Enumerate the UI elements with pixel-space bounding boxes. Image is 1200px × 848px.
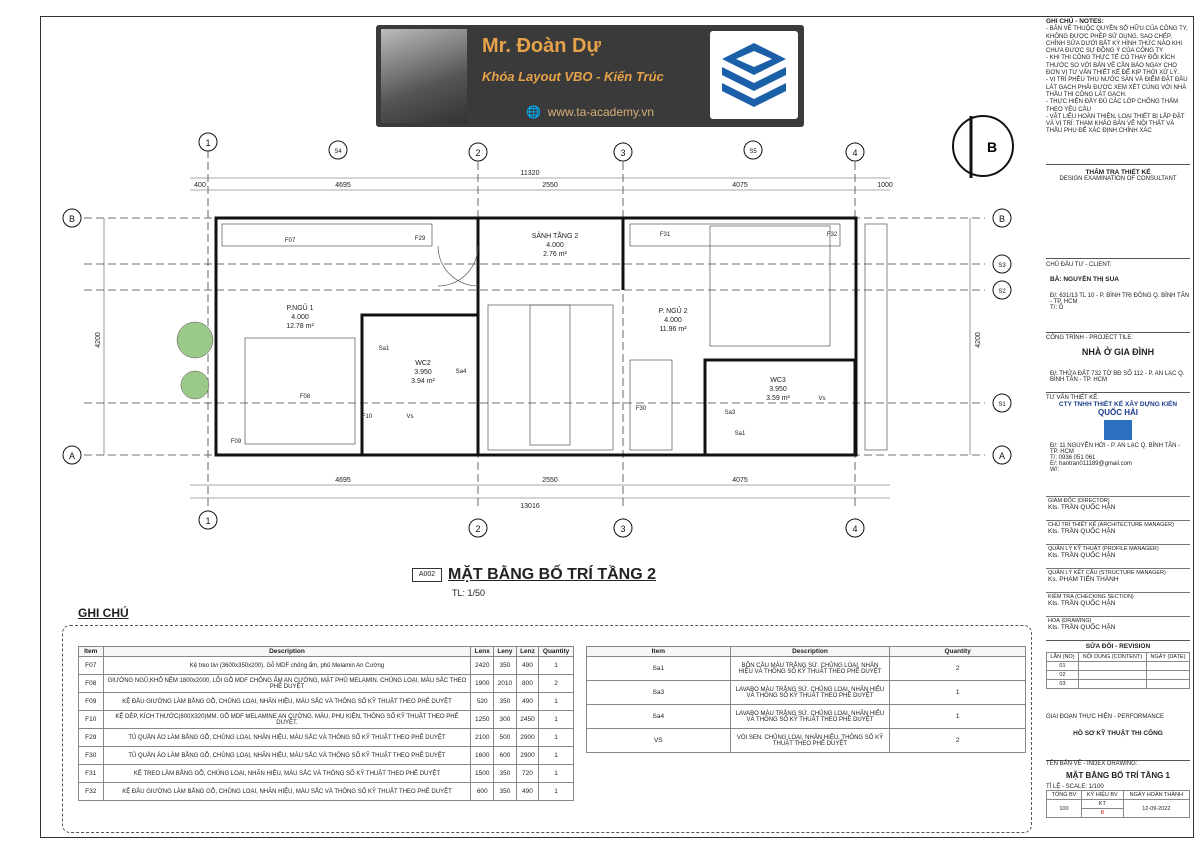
- role-title: CHỦ TRÌ THIẾT KẾ (ARCHITECTURE MANAGER): [1048, 522, 1174, 528]
- role-entry: [1046, 544, 1190, 568]
- room-label: [532, 230, 579, 258]
- table-cell: 2: [539, 675, 574, 693]
- sheet-number: 8: [1081, 809, 1123, 818]
- table-cell: KỆ TREO LÀM BẰNG GỖ, CHỦNG LOẠI, NHÃN HIỆU, MÀU SẮC VÀ THÔNG SỐ KỸ THUẬT THEO PHÊ DUYỆT: [103, 765, 471, 783]
- column-header: Item: [79, 647, 104, 657]
- svg-text:3.94 m²: 3.94 m²: [411, 378, 435, 385]
- table-cell: 490: [516, 657, 538, 675]
- table-row: [79, 657, 574, 675]
- furniture-tag: F07: [284, 238, 296, 244]
- dimension: 4075: [732, 477, 748, 484]
- column-header: Leny: [494, 647, 517, 657]
- section-marker: S3: [998, 263, 1006, 269]
- dimension: 4200: [95, 332, 102, 348]
- svg-text:WC3: WC3: [770, 377, 786, 384]
- project-address: Đ/: THỬA ĐẤT 732 TỜ BĐ SỐ 112 - P. AN LẠC Q. BÌNH TÂN - TP. HCM: [1050, 371, 1185, 383]
- dimension: 4695: [335, 182, 351, 189]
- svg-text:SẢNH TẦNG 2: SẢNH TẦNG 2: [531, 233, 579, 240]
- axis-label: 4: [852, 148, 858, 158]
- revision-block: [1046, 640, 1190, 689]
- svg-text:4.000: 4.000: [664, 317, 682, 324]
- role-person: Kts. TRẦN QUỐC HẬN: [1048, 624, 1116, 631]
- axis-label: 1: [205, 516, 211, 526]
- table-cell: F07: [79, 657, 104, 675]
- table-cell: 490: [516, 783, 538, 801]
- consultant-address: Đ/: 11 NGUYỄN HỚI - P. AN LẠC Q. BÌNH TÂN - TP. HCM: [1050, 443, 1181, 455]
- role-person: Ks. PHẠM TIẾN THÀNH: [1048, 576, 1119, 583]
- sanitary-schedule-table: [586, 646, 1026, 753]
- client-phone: T/: Ô: [1050, 305, 1064, 311]
- svg-text:11.96 m²: 11.96 m²: [659, 326, 687, 333]
- table-cell: 2900: [516, 747, 538, 765]
- dimension: 4695: [335, 477, 351, 484]
- consultant-block: [1046, 392, 1190, 473]
- sheet-info-table: [1046, 790, 1190, 818]
- table-cell: BỒN CẦU MÀU TRẮNG SỨ. CHỦNG LOẠI, NHÃN HIỆU VÀ THÔNG SỐ KỸ THUẬT THEO PHÊ DUYỆT: [730, 657, 890, 681]
- table-cell: Kệ treo tivi (3600x350x200). Gỗ MDF chống ẩm, phủ Melamin An Cường: [103, 657, 471, 675]
- table-cell: 2010: [494, 675, 517, 693]
- column-header: Item: [587, 647, 731, 657]
- column-header: Quantity: [890, 647, 1026, 657]
- table-cell: LAVABO MÀU TRẮNG SỨ. CHỦNG LOẠI, NHÃN HIỆU VÀ THÔNG SỐ KỸ THUẬT THEO PHÊ DUYỆT: [730, 705, 890, 729]
- svg-text:3.59 m²: 3.59 m²: [766, 395, 790, 402]
- table-cell: 2: [890, 657, 1026, 681]
- fixture-tag: Sa3: [724, 410, 736, 416]
- axis-label: B: [998, 214, 1006, 224]
- notes-title: GHI CHÚ - NOTES:: [1046, 18, 1104, 25]
- table-row: [79, 765, 574, 783]
- section-marker: S1: [998, 402, 1006, 408]
- furniture-schedule-table: [78, 646, 574, 801]
- role-title: QUẢN LÝ KẾT CẤU (STRUCTURE MANAGER): [1048, 570, 1166, 576]
- axis-label: 2: [475, 148, 481, 158]
- table-cell: 1250: [471, 711, 494, 729]
- room-label: [286, 303, 314, 330]
- table-cell: F09: [79, 693, 104, 711]
- table-cell: KỆ DÉP, KÍCH THƯỚC(800X320)MM. GỖ MDF MELAMINE AN CƯỜNG. MÀU, PHỤ KIỆN, THÔNG SỐ KỸ THUẬT THEO PHÊ DUYỆT.: [103, 711, 471, 729]
- academy-logo: [710, 31, 798, 119]
- table-cell: 350: [494, 657, 517, 675]
- sheet-total: 100: [1047, 800, 1082, 818]
- sheet-info-header: TỔNG BV: [1047, 791, 1082, 800]
- role-title: GIÁM ĐỐC (DIRECTOR): [1048, 498, 1110, 504]
- room-label: [658, 306, 687, 333]
- client-name: BÀ: NGUYỄN THỊ SUA: [1050, 276, 1119, 283]
- index-label: TÊN BẢN VẼ - INDEX DRAWING:: [1046, 761, 1138, 767]
- section-marker: S2: [998, 289, 1006, 295]
- table-cell: TỦ QUẦN ÁO LÀM BẰNG GỖ, CHỦNG LOẠI, NHÃN HIỆU, MÀU SẮC VÀ THÔNG SỐ KỸ THUẬT THEO PHÊ DUYỆT: [103, 747, 471, 765]
- table-row: [79, 747, 574, 765]
- table-cell: 600: [494, 747, 517, 765]
- dimension: 4075: [732, 182, 748, 189]
- consultant-logo: [1104, 420, 1132, 440]
- role-title: KIỂM TRA (CHECKING SECTION): [1048, 594, 1134, 600]
- revision-table: [1046, 652, 1190, 689]
- table-cell: 2450: [516, 711, 538, 729]
- dimension: 4200: [975, 332, 982, 348]
- notes-heading: GHI CHÚ: [78, 606, 129, 620]
- table-row: [587, 681, 1026, 705]
- section-marker: S4: [334, 149, 342, 155]
- client-address: Đ/: 631/13 TL 10 - P. BÌNH TRỊ ĐÔNG Q. BÌNH TÂN - TP. HCM: [1050, 293, 1190, 305]
- role-title: QUẢN LÝ KỸ THUẬT (PROFILE MANAGER): [1048, 546, 1159, 552]
- role-entry: [1046, 496, 1190, 520]
- table-cell: KỆ ĐẦU GIƯỜNG LÀM BẰNG GỖ, CHỦNG LOẠI, NHÃN HIỆU, MÀU SẮC VÀ THÔNG SỐ KỸ THUẬT THEO PHÊ DUYỆT: [103, 783, 471, 801]
- role-entry: [1046, 616, 1190, 640]
- general-notes: [1046, 18, 1190, 136]
- table-cell: VÒI SEN. CHỦNG LOẠI, NHÃN HIỆU, THÔNG SỐ KỸ THUẬT THEO PHÊ DUYỆT: [730, 729, 890, 753]
- table-cell: 1: [539, 783, 574, 801]
- column-header: Description: [730, 647, 890, 657]
- dimension: 2550: [542, 477, 558, 484]
- website-text: www.ta-academy.vn: [547, 105, 655, 119]
- table-cell: 1: [539, 765, 574, 783]
- table-cell: TỦ QUẦN ÁO LÀM BẰNG GỖ, CHỦNG LOẠI, NHÃN HIỆU, MÀU SẮC VÀ THÔNG SỐ KỸ THUẬT THEO PHÊ DUYỆT: [103, 729, 471, 747]
- table-cell: 2900: [516, 729, 538, 747]
- role-title: HOẠ (DRAWING): [1048, 618, 1092, 624]
- dimension-total: 11320: [520, 170, 540, 177]
- table-cell: 1: [539, 747, 574, 765]
- index-scale: TỈ LỆ - SCALE: 1/100: [1046, 784, 1104, 790]
- svg-text:WC2: WC2: [415, 360, 431, 367]
- table-cell: F29: [79, 729, 104, 747]
- furniture-tag: F31: [659, 232, 671, 238]
- column-header: Lenz: [516, 647, 538, 657]
- axis-label: 4: [852, 524, 858, 534]
- table-cell: F30: [79, 747, 104, 765]
- role-person: Kts. TRẦN QUỐC HẬN: [1048, 504, 1116, 511]
- examination-block: [1046, 164, 1190, 182]
- drawing-code: A002: [412, 568, 442, 582]
- rev-header: LẦN (NO): [1047, 653, 1079, 662]
- fixture-tag: Vs: [406, 414, 414, 420]
- course-name: Khóa Layout VBO - Kiến Trúc: [482, 69, 664, 84]
- fixture-tag: Vs: [818, 396, 826, 402]
- table-cell: 350: [494, 783, 517, 801]
- fixture-tag: Sa1: [378, 346, 390, 352]
- table-cell: 600: [471, 783, 494, 801]
- svg-text:3.950: 3.950: [414, 369, 432, 376]
- table-header-row: [587, 647, 1026, 657]
- table-cell: 800: [516, 675, 538, 693]
- index-block: [1046, 760, 1190, 818]
- table-row: [587, 705, 1026, 729]
- phase-value: HỒ SƠ KỸ THUẬT THI CÔNG: [1073, 730, 1163, 737]
- table-row: [79, 729, 574, 747]
- note-line: - VỊ TRÍ PHỄU THU NƯỚC SÀN VÀ ĐIỂM ĐẶT ĐẦU LÁT GẠCH PHẢI ĐƯỢC XEM XÉT CÙNG VỚI NHÀ THẦU THI CÔNG LÁT GẠCH.: [1046, 77, 1188, 98]
- table-cell: 1: [539, 711, 574, 729]
- axis-label: 2: [475, 524, 481, 534]
- table-row: [587, 729, 1026, 753]
- consultant-web: W/:: [1050, 467, 1059, 473]
- room-label: [411, 360, 435, 385]
- table-cell: 1: [890, 681, 1026, 705]
- role-entry: [1046, 520, 1190, 544]
- axis-label: A: [998, 451, 1006, 461]
- axis-label: 3: [620, 524, 626, 534]
- table-cell: 1: [890, 705, 1026, 729]
- index-title: MẶT BẰNG BỐ TRÍ TẦNG 1: [1066, 771, 1170, 780]
- sheet-date: 12-09-2022: [1123, 800, 1189, 818]
- rev-row: 01: [1047, 662, 1079, 671]
- svg-text:2.76 m²: 2.76 m²: [543, 251, 567, 258]
- axis-label: B: [68, 214, 76, 224]
- table-cell: F31: [79, 765, 104, 783]
- examination-title: THẨM TRA THIẾT KẾ: [1085, 169, 1151, 176]
- table-row: [79, 783, 574, 801]
- table-cell: 350: [494, 693, 517, 711]
- furniture-tag: F09: [230, 439, 242, 445]
- drawing-title: MẶT BẰNG BỐ TRÍ TẦNG 2: [448, 566, 656, 583]
- fixture-tag: Sa4: [455, 369, 467, 375]
- drawing-scale: TL: 1/50: [452, 588, 486, 598]
- rev-header: NGÀY (DATE): [1146, 653, 1189, 662]
- instructor-name: Mr. Đoàn Dự: [482, 35, 601, 57]
- phase-label: GIAI ĐOẠN THỰC HIỆN - PERFORMANCE: [1046, 714, 1165, 720]
- table-cell: 2: [890, 729, 1026, 753]
- table-cell: Sa4: [587, 705, 731, 729]
- dimension: 2550: [542, 182, 558, 189]
- role-person: Kts. TRẦN QUỐC HẬN: [1048, 552, 1116, 559]
- roles-list: [1046, 496, 1190, 640]
- column-header: Description: [103, 647, 471, 657]
- svg-text:4.000: 4.000: [291, 314, 309, 321]
- client-block: [1046, 258, 1190, 311]
- axis-label: A: [68, 451, 76, 461]
- consultant-name-2: QUỐC HẢI: [1098, 408, 1138, 417]
- note-line: - VẬT LIỆU HOÀN THIỆN, LOẠI THIẾT BỊ LẮP ĐẶT VÀ VỊ TRÍ: THAM KHẢO BẢN VẼ NỘI THẤT VÀ THẦU PHỤ ĐỂ XÁC ĐỊNH CHÍNH XÁC: [1046, 113, 1185, 135]
- furniture-tag: F08: [299, 394, 311, 400]
- sheet-info-header: NGÀY HOÀN THÀNH: [1123, 791, 1189, 800]
- table-cell: VS: [587, 729, 731, 753]
- table-cell: LAVABO MÀU TRẮNG SỨ. CHỦNG LOẠI, NHÃN HIỆU VÀ THÔNG SỐ KỸ THUẬT THEO PHÊ DUYỆT: [730, 681, 890, 705]
- table-row: [79, 711, 574, 729]
- role-person: Kts. TRẦN QUỐC HẬN: [1048, 600, 1116, 607]
- table-cell: Sa1: [587, 657, 731, 681]
- table-cell: 1: [539, 657, 574, 675]
- consultant-phone: T/: 0936 051 061: [1050, 455, 1096, 461]
- table-cell: 350: [494, 765, 517, 783]
- consultant-email: E/: hantran011189@gmail.com: [1050, 461, 1132, 467]
- svg-text:12.78 m²: 12.78 m²: [286, 323, 314, 330]
- rev-header: NỘI DUNG (CONTENT): [1078, 653, 1146, 662]
- table-cell: KỆ ĐẦU GIƯỜNG LÀM BẰNG GỖ, CHỦNG LOẠI, NHÃN HIỆU, MÀU SẮC VÀ THÔNG SỐ KỸ THUẬT THEO PHÊ DUYỆT: [103, 693, 471, 711]
- table-cell: 720: [516, 765, 538, 783]
- table-cell: 1600: [471, 747, 494, 765]
- furniture-tag: F10: [361, 414, 373, 420]
- furniture-tag: F30: [635, 406, 647, 412]
- table-cell: 1: [539, 729, 574, 747]
- globe-icon: 🌐: [526, 105, 541, 119]
- project-name: NHÀ Ở GIA ĐÌNH: [1081, 347, 1155, 357]
- consultant-name: CTY TNHH THIẾT KẾ XÂY DỰNG KIẾN: [1058, 401, 1178, 408]
- table-cell: 2420: [471, 657, 494, 675]
- table-row: [79, 675, 574, 693]
- table-cell: 1900: [471, 675, 494, 693]
- client-label: CHỦ ĐẦU TƯ - CLIENT:: [1046, 262, 1112, 268]
- academy-banner: [376, 25, 804, 127]
- north-label: B: [987, 139, 998, 155]
- dimension: 1000: [877, 182, 893, 189]
- rev-row: 02: [1047, 671, 1079, 680]
- role-person: Kts. TRẦN QUỐC HẬN: [1048, 528, 1116, 535]
- table-cell: 1500: [471, 765, 494, 783]
- furniture-tag: F32: [826, 232, 838, 238]
- column-header: Lenx: [471, 647, 494, 657]
- project-block: [1046, 332, 1190, 383]
- instructor-photo: [381, 29, 467, 123]
- section-marker: S5: [749, 149, 757, 155]
- table-cell: 300: [494, 711, 517, 729]
- revision-title: SỬA ĐỔI - REVISION: [1085, 643, 1151, 650]
- axis-label: 3: [620, 148, 626, 158]
- role-entry: [1046, 592, 1190, 616]
- table-cell: 2100: [471, 729, 494, 747]
- note-line: - THỰC HIỆN ĐẦY ĐỦ CÁC LỚP CHỐNG THẤM THEO YÊU CẦU: [1046, 99, 1179, 113]
- note-line: - KHI THI CÔNG THỰC TẾ CÓ THAY ĐỔI KÍCH THƯỚC SO VỚI BẢN VẼ CẦN BÁO NGAY CHO ĐƠN VỊ TƯ VẤN THIẾT KẾ ĐỂ KỊP THỜI XỬ LÝ.: [1046, 55, 1180, 77]
- table-cell: Sa3: [587, 681, 731, 705]
- room-label: [766, 377, 790, 402]
- svg-text:4.000: 4.000: [546, 242, 564, 249]
- table-cell: 500: [494, 729, 517, 747]
- floor-plan: [40, 130, 1040, 550]
- svg-text:P.NGỦ 1: P.NGỦ 1: [286, 305, 314, 312]
- phase-block: [1046, 714, 1190, 747]
- table-cell: GIƯỜNG NGỦ,KHỔ NỆM 1800x2000, LÕI GỖ MDF CHỐNG ẨM AN CƯỜNG, MẶT PHỦ MELAMIN. CHỦNG LOẠI, MÀU SẮC THEO PHÊ DUYỆT: [103, 675, 471, 693]
- dimension: 400: [194, 182, 206, 189]
- table-cell: 520: [471, 693, 494, 711]
- svg-text:3.950: 3.950: [769, 386, 787, 393]
- examination-subtitle: DESIGN EXAMINATION OF CONSULTANT: [1059, 176, 1177, 182]
- table-row: [587, 657, 1026, 681]
- axis-label: 1: [205, 138, 211, 148]
- table-cell: 490: [516, 693, 538, 711]
- table-cell: 1: [539, 693, 574, 711]
- sheet-info-header: KÝ HIỆU BV: [1081, 791, 1123, 800]
- table-header-row: [79, 647, 574, 657]
- dimension-total: 13016: [520, 503, 540, 510]
- role-entry: [1046, 568, 1190, 592]
- table-cell: F08: [79, 675, 104, 693]
- consultant-label: TƯ VẤN THIẾT KẾ:: [1046, 395, 1099, 401]
- svg-text:P. NGỦ 2: P. NGỦ 2: [658, 308, 688, 315]
- table-cell: F10: [79, 711, 104, 729]
- project-label: CÔNG TRÌNH - PROJECT TILE:: [1046, 335, 1134, 341]
- table-cell: F32: [79, 783, 104, 801]
- fixture-tag: Sa1: [734, 431, 746, 437]
- note-line: - BẢN VẼ THUỘC QUYỀN SỞ HỮU CỦA CÔNG TY, KHÔNG ĐƯỢC PHÉP SỬ DỤNG, SAO CHÉP, CHỈNH SỬA DƯỚI BẤT KỲ HÌNH THỨC NÀO KHI CHƯA ĐƯỢC SỰ ĐỒNG Ý CỦA CÔNG TY: [1046, 26, 1188, 55]
- rev-row: 03: [1047, 680, 1079, 689]
- column-header: Quantity: [539, 647, 574, 657]
- sheet-code: KT: [1081, 800, 1123, 809]
- website-link[interactable]: [526, 105, 654, 119]
- furniture-tag: F29: [414, 236, 426, 242]
- table-row: [79, 693, 574, 711]
